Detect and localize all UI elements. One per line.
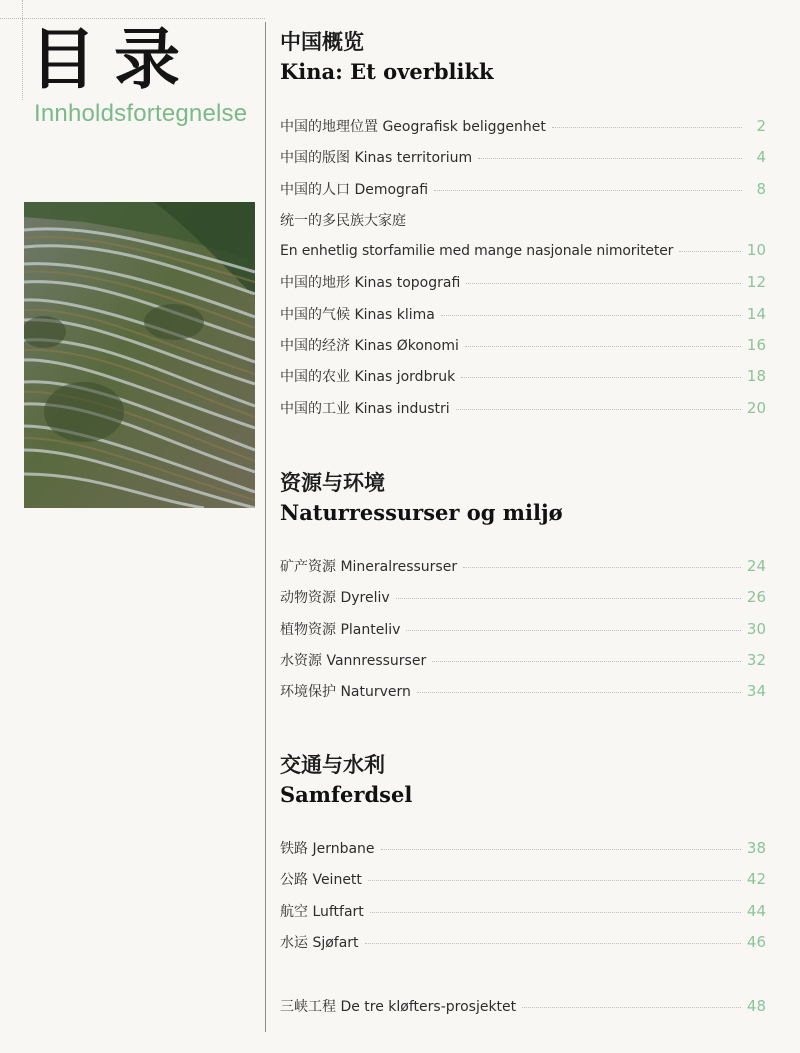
page-number: 46	[746, 932, 766, 951]
crop-guide-horizontal	[0, 18, 265, 19]
dot-leader	[432, 661, 741, 662]
toc-entry[interactable]	[280, 681, 766, 712]
entry-label: 中国的地理位置 Geografisk beliggenhet	[280, 119, 546, 135]
crop-guide-vertical	[22, 0, 23, 100]
page-number: 8	[756, 179, 766, 198]
entry-label: 三峡工程 De tre kløfters-prosjektet	[280, 999, 517, 1015]
toc-entry[interactable]	[280, 241, 766, 272]
dot-leader	[478, 158, 742, 159]
entry-label: 矿产资源 Mineralressurser	[280, 559, 458, 575]
entry-label: 中国的地形 Kinas topografi	[280, 275, 461, 292]
toc-entry[interactable]	[280, 556, 766, 587]
dot-leader	[441, 315, 741, 316]
dot-leader	[552, 127, 742, 128]
section-transport	[280, 750, 780, 810]
page-number: 2	[756, 117, 766, 135]
section-title-zh: 资源与环境	[280, 471, 385, 495]
page-number: 18	[746, 367, 766, 386]
toc-entry[interactable]	[280, 304, 766, 335]
entry-label: 中国的人口 Demografi	[280, 181, 429, 198]
dot-leader	[370, 912, 741, 913]
entry-label: 中国的气候 Kinas klima	[280, 306, 435, 323]
entry-label: 动物资源 Dyreliv	[280, 590, 390, 607]
toc-entry[interactable]	[280, 366, 766, 397]
dot-leader	[406, 630, 741, 631]
toc-list-three-gorges	[280, 996, 766, 1027]
dot-leader	[368, 880, 741, 881]
toc-entry[interactable]	[280, 398, 766, 429]
dot-leader	[456, 409, 741, 410]
dot-leader	[365, 943, 741, 944]
entry-label: 植物资源 Planteliv	[280, 621, 401, 638]
entry-label: 水资源 Vannressurser	[280, 652, 427, 669]
section-title-no: Kina: Et overblikk	[280, 59, 494, 84]
toc-entry[interactable]	[280, 932, 766, 963]
dot-leader	[463, 567, 741, 568]
page-number: 26	[746, 588, 766, 607]
dot-leader	[466, 283, 741, 284]
entry-label: 中国的经济 Kinas Økonomi	[280, 338, 459, 355]
entry-label: 中国的版图 Kinas territorium	[280, 150, 473, 167]
terraced-rice-fields-photo	[24, 202, 255, 508]
entry-label: 环境保护 Naturvern	[280, 684, 411, 701]
toc-entry[interactable]	[280, 587, 766, 618]
section-title-no: Naturressurser og miljø	[280, 500, 563, 525]
page-number: 10	[746, 241, 766, 260]
section-overview	[280, 27, 780, 87]
entry-label: 中国的农业 Kinas jordbruk	[280, 369, 456, 386]
toc-entry[interactable]	[280, 179, 766, 210]
page-number: 16	[746, 336, 766, 355]
toc-list-transport	[280, 838, 766, 963]
toc-entry[interactable]	[280, 619, 766, 650]
page-number: 44	[746, 901, 766, 920]
toc-entry[interactable]	[280, 335, 766, 366]
page-number: 20	[746, 398, 766, 417]
toc-entry[interactable]	[280, 996, 766, 1027]
page-subtitle: Innholdsfortegnelse	[34, 100, 248, 127]
page-number: 12	[746, 273, 766, 292]
section-title-no: Samferdsel	[280, 782, 413, 807]
toc-entry[interactable]	[280, 116, 766, 147]
dot-leader	[461, 377, 741, 378]
page-number: 14	[746, 304, 766, 323]
toc-list-resources	[280, 556, 766, 712]
page-number: 34	[746, 682, 766, 701]
page-title: 目录	[30, 20, 198, 98]
entry-label: 航空 Luftfart	[280, 903, 364, 920]
toc-entry-heading[interactable]	[280, 210, 766, 241]
toc-entry[interactable]	[280, 147, 766, 178]
page-number: 24	[746, 557, 766, 575]
dot-leader	[679, 251, 741, 252]
dot-leader	[417, 692, 741, 693]
entry-label: 水运 Sjøfart	[280, 934, 359, 951]
page-number: 4	[756, 148, 766, 167]
toc-list-overview	[280, 116, 766, 429]
section-title-zh: 中国概览	[280, 30, 364, 54]
entry-label: 铁路 Jernbane	[280, 841, 375, 857]
entry-label: En enhetlig storfamilie med mange nasjonale nimoriteter	[280, 243, 674, 260]
section-title-zh: 交通与水利	[280, 753, 385, 777]
entry-label: 公路 Veinett	[280, 872, 362, 889]
page-number: 38	[746, 839, 766, 857]
dot-leader	[381, 849, 741, 850]
column-divider	[265, 22, 266, 1032]
page-number: 42	[746, 870, 766, 889]
page-number: 48	[746, 997, 766, 1015]
entry-label: 统一的多民族大家庭	[280, 212, 406, 229]
dot-leader	[396, 598, 741, 599]
toc-entry[interactable]	[280, 838, 766, 869]
section-resources	[280, 468, 780, 528]
dot-leader	[522, 1007, 741, 1008]
toc-entry[interactable]	[280, 272, 766, 303]
page-number: 30	[746, 619, 766, 638]
toc-entry[interactable]	[280, 869, 766, 900]
dot-leader	[434, 190, 742, 191]
toc-entry[interactable]	[280, 650, 766, 681]
dot-leader	[465, 346, 741, 347]
toc-entry[interactable]	[280, 901, 766, 932]
page-number: 32	[746, 650, 766, 669]
entry-label: 中国的工业 Kinas industri	[280, 400, 450, 417]
